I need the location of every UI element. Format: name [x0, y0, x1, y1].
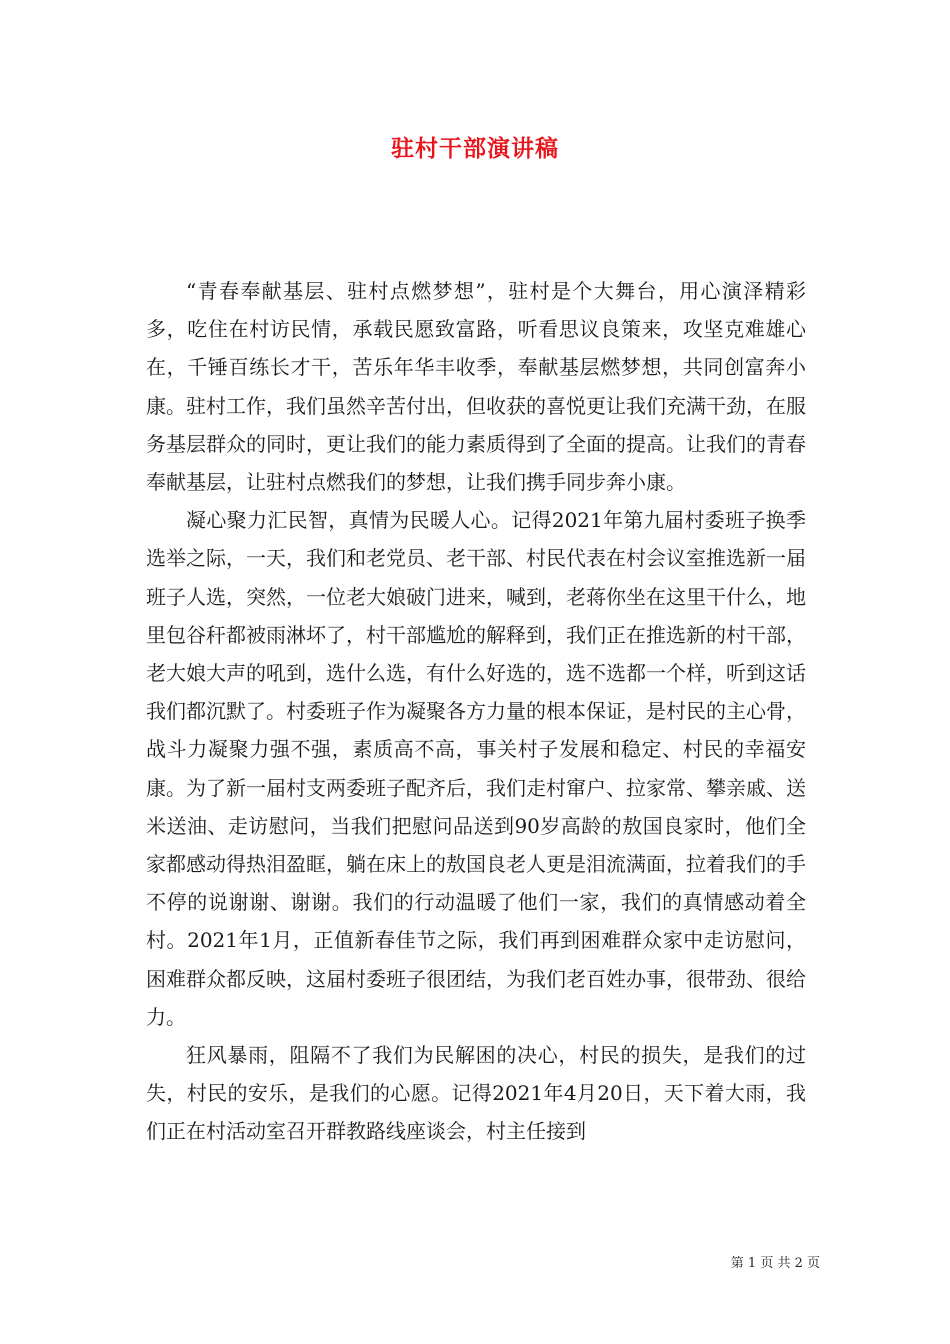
- paragraph-3: 狂风暴雨，阻隔不了我们为民解困的决心，村民的损失，是我们的过失，村民的安乐，是我们的心愿。记得2021年4月20日，天下着大雨，我们正在村活动室召开群教路线座谈会，村主任接到: [146, 1043, 806, 1144]
- document-title: 驻村干部演讲稿: [391, 135, 559, 162]
- page-number: 第 1 页 共 2 页: [730, 1256, 820, 1271]
- paragraph-1: “青春奉献基层、驻村点燃梦想”，驻村是个大舞台，用心演泽精彩多，吃住在村访民情，承载民愿致富路，听看思议良策来，攻坚克难雄心在，千锤百练长才干，苦乐年华丰收季，奉献基层燃梦想，共同创富奔小康。驻村工作，我们虽然辛苦付出，但收获的喜悦更让我们充满干劲，在服务基层群众的同时，更让我们的能力素质得到了全面的提高。让我们的青春奉献基层，让驻村点燃我们的梦想，让我们携手同步奔小康。: [146, 279, 806, 495]
- paragraph-2: 凝心聚力汇民智，真情为民暖人心。记得2021年第九届村委班子换季选举之际，一天，我们和老党员、老干部、村民代表在村会议室推选新一届班子人选，突然，一位老大娘破门进来，喊到，老蒋你坐在这里干什么，地里包谷秆都被雨淋坏了，村干部尴尬的解释到，我们正在推选新的村干部，老大娘大声的吼到，选什么选，有什么好选的，选不选都一个样，听到这话我们都沉默了。村委班子作为凝聚各方力量的根本保证，是村民的主心骨，战斗力凝聚力强不强，素质高不高，事关村子发展和稳定、村民的幸福安康。为了新一届村支两委班子配齐后，我们走村窜户、拉家常、攀亲戚、送米送油、走访慰问，当我们把慰问品送到90岁高龄的敖国良家时，他们全家都感动得热泪盈眶，躺在床上的敖国良老人更是泪流满面，拉着我们的手不停的说谢谢、谢谢。我们的行动温暖了他们一家，我们的真情感动着全村。2021年1月，正值新春佳节之际，我们再到困难群众家中走访慰问，困难群众都反映，这届村委班子很团结，为我们老百姓办事，很带劲、很给力。: [146, 508, 806, 1029]
- document-body: [146, 272, 806, 1151]
